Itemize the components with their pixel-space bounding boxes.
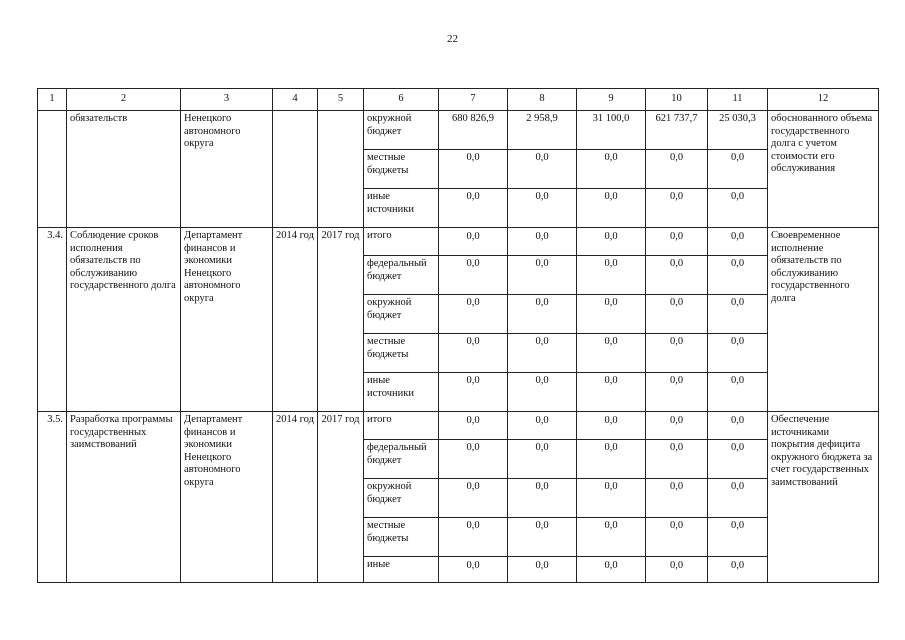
header-cell: 2 — [67, 89, 181, 111]
table-row — [38, 111, 879, 150]
value-cell: 25 030,3 — [708, 111, 768, 150]
value-cell: 0,0 — [577, 412, 646, 440]
executor-cell: Ненецкого автономного округа — [181, 111, 273, 228]
header-cell: 9 — [577, 89, 646, 111]
value-cell: 0,0 — [646, 334, 708, 373]
funding-source-cell: окружной бюджет — [364, 479, 439, 518]
item-name-cell: обязательств — [67, 111, 181, 228]
funding-source-cell: местные бюджеты — [364, 334, 439, 373]
value-cell: 0,0 — [577, 189, 646, 228]
value-cell: 0,0 — [577, 518, 646, 557]
value-cell: 621 737,7 — [646, 111, 708, 150]
value-cell: 0,0 — [577, 334, 646, 373]
value-cell: 2 958,9 — [508, 111, 577, 150]
value-cell: 0,0 — [508, 334, 577, 373]
value-cell: 0,0 — [508, 557, 577, 583]
value-cell: 0,0 — [708, 412, 768, 440]
value-cell: 0,0 — [508, 412, 577, 440]
value-cell: 31 100,0 — [577, 111, 646, 150]
funding-source-cell: окружной бюджет — [364, 295, 439, 334]
value-cell: 0,0 — [439, 189, 508, 228]
start-year-cell: 2014 год — [273, 228, 318, 412]
value-cell: 0,0 — [508, 189, 577, 228]
program-table — [37, 88, 879, 583]
funding-source-cell: иные — [364, 557, 439, 583]
value-cell: 0,0 — [439, 518, 508, 557]
table-row — [38, 412, 879, 440]
value-cell: 0,0 — [577, 228, 646, 256]
value-cell: 0,0 — [646, 440, 708, 479]
value-cell: 0,0 — [508, 150, 577, 189]
value-cell: 0,0 — [508, 228, 577, 256]
value-cell: 0,0 — [577, 295, 646, 334]
value-cell: 0,0 — [439, 373, 508, 412]
header-cell: 6 — [364, 89, 439, 111]
value-cell: 0,0 — [508, 295, 577, 334]
value-cell: 0,0 — [646, 479, 708, 518]
value-cell: 0,0 — [508, 518, 577, 557]
funding-source-cell: федеральный бюджет — [364, 256, 439, 295]
value-cell: 0,0 — [646, 518, 708, 557]
header-cell: 8 — [508, 89, 577, 111]
value-cell: 0,0 — [708, 189, 768, 228]
funding-source-cell: федеральный бюджет — [364, 440, 439, 479]
value-cell: 0,0 — [508, 256, 577, 295]
value-cell: 0,0 — [577, 440, 646, 479]
funding-source-cell: итого — [364, 412, 439, 440]
header-cell: 10 — [646, 89, 708, 111]
value-cell: 0,0 — [708, 557, 768, 583]
item-number-cell: 3.4. — [38, 228, 67, 412]
value-cell: 0,0 — [439, 228, 508, 256]
executor-cell: Департамент финансов и экономики Ненецкого автономного округа — [181, 228, 273, 412]
value-cell: 680 826,9 — [439, 111, 508, 150]
item-number-cell — [38, 111, 67, 228]
value-cell: 0,0 — [508, 440, 577, 479]
value-cell: 0,0 — [439, 412, 508, 440]
header-row — [38, 89, 879, 111]
value-cell: 0,0 — [708, 256, 768, 295]
funding-source-cell: иные источники — [364, 189, 439, 228]
value-cell: 0,0 — [708, 334, 768, 373]
value-cell: 0,0 — [439, 440, 508, 479]
value-cell: 0,0 — [577, 557, 646, 583]
item-name-cell: Соблюдение сроков исполнения обязательств по обслуживанию государственного долга — [67, 228, 181, 412]
end-year-cell — [318, 111, 364, 228]
value-cell: 0,0 — [577, 373, 646, 412]
table-row — [38, 228, 879, 256]
end-year-cell: 2017 год — [318, 412, 364, 583]
header-cell: 3 — [181, 89, 273, 111]
funding-source-cell: местные бюджеты — [364, 150, 439, 189]
value-cell: 0,0 — [508, 479, 577, 518]
funding-source-cell: итого — [364, 228, 439, 256]
header-cell: 5 — [318, 89, 364, 111]
item-name-cell: Разработка программы государственных заимствований — [67, 412, 181, 583]
value-cell: 0,0 — [646, 373, 708, 412]
value-cell: 0,0 — [708, 150, 768, 189]
value-cell: 0,0 — [577, 479, 646, 518]
start-year-cell — [273, 111, 318, 228]
header-cell: 12 — [768, 89, 879, 111]
value-cell: 0,0 — [646, 189, 708, 228]
value-cell: 0,0 — [646, 295, 708, 334]
value-cell: 0,0 — [646, 150, 708, 189]
expected-result-cell: Своевременное исполнение обязательств по обслуживанию государственного долга — [768, 228, 879, 412]
value-cell: 0,0 — [439, 150, 508, 189]
value-cell: 0,0 — [646, 228, 708, 256]
value-cell: 0,0 — [708, 440, 768, 479]
item-number-cell: 3.5. — [38, 412, 67, 583]
executor-cell: Департамент финансов и экономики Ненецкого автономного округа — [181, 412, 273, 583]
header-cell: 7 — [439, 89, 508, 111]
value-cell: 0,0 — [439, 334, 508, 373]
funding-source-cell: иные источники — [364, 373, 439, 412]
value-cell: 0,0 — [708, 479, 768, 518]
value-cell: 0,0 — [508, 373, 577, 412]
header-cell: 11 — [708, 89, 768, 111]
value-cell: 0,0 — [708, 295, 768, 334]
header-cell: 4 — [273, 89, 318, 111]
value-cell: 0,0 — [439, 295, 508, 334]
value-cell: 0,0 — [439, 256, 508, 295]
value-cell: 0,0 — [646, 557, 708, 583]
expected-result-cell: Обеспечение источниками покрытия дефицита окружного бюджета за счет государственных заимствований — [768, 412, 879, 583]
value-cell: 0,0 — [646, 256, 708, 295]
start-year-cell: 2014 год — [273, 412, 318, 583]
value-cell: 0,0 — [439, 557, 508, 583]
end-year-cell: 2017 год — [318, 228, 364, 412]
value-cell: 0,0 — [708, 228, 768, 256]
value-cell: 0,0 — [708, 518, 768, 557]
funding-source-cell: местные бюджеты — [364, 518, 439, 557]
value-cell: 0,0 — [646, 412, 708, 440]
funding-source-cell: окружной бюджет — [364, 111, 439, 150]
value-cell: 0,0 — [708, 373, 768, 412]
value-cell: 0,0 — [439, 479, 508, 518]
page-number: 22 — [447, 33, 458, 45]
expected-result-cell: обоснованного объема государственного долга с учетом стоимости его обслуживания — [768, 111, 879, 228]
value-cell: 0,0 — [577, 150, 646, 189]
header-cell: 1 — [38, 89, 67, 111]
value-cell: 0,0 — [577, 256, 646, 295]
